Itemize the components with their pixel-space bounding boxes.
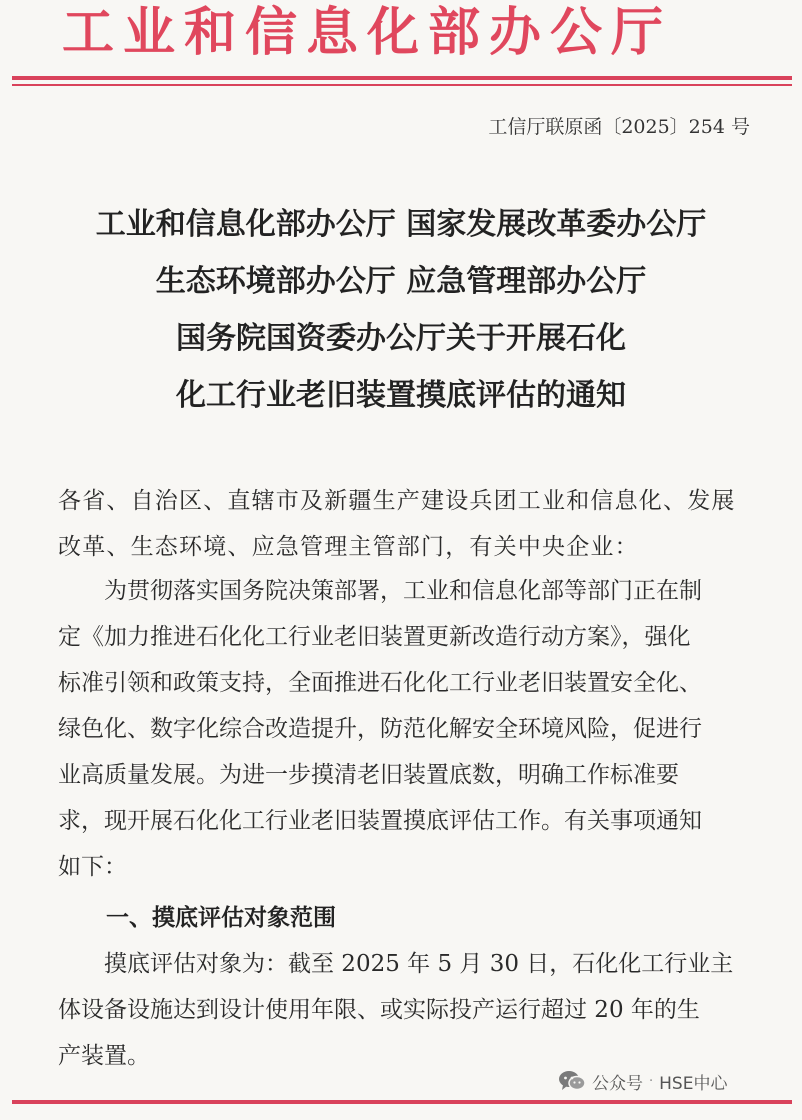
watermark — [558, 1066, 727, 1096]
body-line: 绿色化、数字化综合改造提升，防范化解安全环境风险，促进行 — [58, 716, 702, 742]
document-title — [0, 196, 802, 424]
section-line: 摸底评估对象为：截至 2025 年 5 月 30 日，石化化工行业主 — [58, 951, 734, 977]
masthead-title: 工业和信息化部办公厅 — [62, 2, 673, 63]
body-paragraph — [58, 568, 766, 890]
body-line: 为贯彻落实国务院决策部署，工业和信息化部等部门正在制 — [58, 578, 702, 604]
addressee: 各省、自治区、直辖市及新疆生产建设兵团工业和信息化、发展改革、生态环境、应急管理主管部门，有关中央企业： — [58, 488, 736, 560]
body-line: 如下： — [58, 854, 127, 880]
section-line: 产装置。 — [58, 1043, 150, 1069]
body-line: 求，现开展石化化工行业老旧装置摸底评估工作。有关事项通知 — [58, 808, 702, 834]
masthead-rule-thick — [12, 76, 792, 80]
body-line: 业高质量发展。为进一步摸清老旧装置底数，明确工作标准要 — [58, 762, 679, 788]
masthead — [0, 0, 802, 70]
watermark-separator: · — [649, 1073, 654, 1089]
section-heading: 一、摸底评估对象范围 — [106, 905, 336, 931]
section-line: 体设备设施达到设计使用年限、或实际投产运行超过 20 年的生 — [58, 997, 700, 1023]
watermark-label: 公众号 — [592, 1073, 643, 1094]
masthead-rule-thin — [12, 84, 792, 86]
document-number: 工信厅联原函〔2025〕254 号 — [488, 116, 750, 138]
body-line: 标准引领和政策支持，全面推进石化化工行业老旧装置安全化、 — [58, 670, 702, 696]
title-line: 化工行业老旧装置摸底评估的通知 — [176, 378, 626, 413]
section-paragraph — [58, 941, 766, 1079]
title-line: 工业和信息化部办公厅 国家发展改革委办公厅 — [95, 207, 707, 242]
body-line: 定《加力推进石化化工行业老旧装置更新改造行动方案》，强化 — [58, 624, 691, 650]
title-line: 国务院国资委办公厅关于开展石化 — [176, 321, 626, 356]
watermark-account: HSE中心 — [659, 1073, 728, 1094]
title-line: 生态环境部办公厅 应急管理部办公厅 — [155, 264, 647, 299]
footer-rule — [12, 1100, 792, 1104]
wechat-icon — [558, 1069, 586, 1093]
